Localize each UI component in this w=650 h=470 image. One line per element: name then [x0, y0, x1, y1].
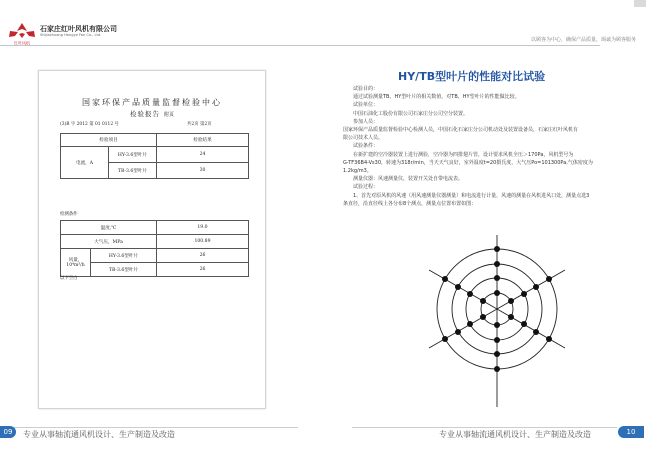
- measure-point: [467, 321, 473, 327]
- measure-point: [533, 284, 539, 290]
- measure-point: [494, 322, 500, 328]
- text-line: 1、首先对原风机的风速（用风速测量仪器测量）和电流进行计量，风速的测量在风机进风口处，测量点选3: [353, 192, 590, 199]
- report-title-text: 检验报告: [129, 110, 160, 118]
- measure-point: [442, 336, 448, 342]
- experiment-description: [343, 85, 619, 208]
- page-header: [0, 0, 650, 50]
- table-cell: TB-3.6型叶片: [91, 263, 157, 277]
- measure-point: [508, 298, 514, 304]
- company-name-en: Shijiazhuang Hongye Fan Co., Ltd.: [40, 33, 102, 37]
- measure-point: [546, 336, 552, 342]
- measure-point: [546, 276, 552, 282]
- measure-point: [508, 314, 514, 320]
- header-tab-decoration: [634, 0, 646, 7]
- measure-point: [494, 246, 500, 252]
- company-name: 石家庄红叶风机有限公司: [40, 25, 117, 33]
- text-line: 测量仪器：风速测量仪，装置开关处自带电流表。: [353, 176, 464, 183]
- text-line: 参加人员：: [353, 118, 379, 125]
- report-title-suffix: 附页: [163, 112, 174, 118]
- table-cell: 24: [157, 147, 249, 163]
- text-line: 条直径，沿直径线上各分布8个测点，测量点位置布置如图：: [343, 200, 477, 207]
- report-title: [39, 109, 265, 118]
- footer-tagline-right: 专业从事轴流通风机设计、生产制造及改造: [439, 430, 591, 439]
- footer-tagline-left: 专业从事轴流通风机设计、生产制造及改造: [23, 430, 175, 439]
- table-cell: HY-3.6型叶片: [109, 147, 157, 163]
- header-divider: [0, 45, 600, 46]
- conditions-table: [60, 220, 249, 277]
- footer-divider-right: [352, 427, 617, 428]
- table-cell: 30: [157, 163, 249, 179]
- measure-point: [442, 276, 448, 282]
- measure-point: [480, 314, 486, 320]
- page-number-right: 10: [618, 426, 644, 438]
- table-cell: 大气压，MPa: [61, 235, 157, 249]
- table-cell: 19.0: [157, 221, 249, 235]
- text-line: 试验单位：: [353, 102, 379, 109]
- text-line: 试验目的：: [353, 86, 379, 92]
- measurement-points-diagram: [425, 232, 570, 410]
- results-table: [60, 133, 249, 179]
- text-line: 1.2kg/m3。: [343, 168, 372, 175]
- table-cell: HY-3.6型叶片: [91, 249, 157, 263]
- text-line: G-TF36B4-Vs30，转速为318r/min，当天天气良好，室外温度t=20摄氏度，大气压Po=101300Pa,气体密度为: [343, 159, 593, 166]
- text-line: 试验过程：: [353, 184, 379, 191]
- header-slogan: 以顾客为中心，确保产品质量，竭诚为顾客服务: [530, 37, 636, 43]
- report-page-number: 共2页 第2页: [187, 122, 212, 127]
- text-line: 中国石油化工股份有限公司石家庄分公司空分装置。: [353, 110, 469, 117]
- table-cell: 26: [157, 263, 249, 277]
- measure-point: [494, 351, 500, 357]
- company-logo: [6, 22, 38, 46]
- measure-point: [494, 290, 500, 296]
- measure-point: [533, 329, 539, 335]
- table-cell: 26: [157, 249, 249, 263]
- text-line: 通过试验测量TB、HY型叶片的相关数值，对TB、HY型叶片的性能做比较。: [353, 94, 520, 101]
- logo-text: 红叶风机: [14, 40, 30, 46]
- measure-point: [521, 321, 527, 327]
- table-cell: 温度,℃: [61, 221, 157, 235]
- table-cell: 100.89: [157, 235, 249, 249]
- text-line: 限公司技术人员。: [343, 135, 384, 142]
- footer-divider-left: [8, 427, 298, 428]
- conditions-label: 检测条件: [60, 212, 78, 217]
- airflow-group-label: 风量，10⁴m³/h: [61, 249, 91, 277]
- results-header-result: 检验结果: [157, 134, 249, 147]
- measure-point: [494, 261, 500, 267]
- measure-point: [494, 337, 500, 343]
- report-end-note: 以下空白: [60, 276, 78, 281]
- measure-point: [455, 284, 461, 290]
- text-line: 试验条件：: [353, 143, 379, 150]
- results-row-label: 电流，A: [61, 147, 109, 179]
- measure-point: [455, 329, 461, 335]
- section-title: HY/TB型叶片的性能对比试验: [398, 70, 546, 83]
- text-line: 在新扩建的空冷器装置上进行测验，空冷器为四排翅片管，设计要求风机全压＞170Pa，风机型号为: [353, 151, 574, 158]
- report-doc-number: (3)B 字 2012 第 01 0112 号: [60, 122, 119, 127]
- text-line: 国家环保产品质量监督检验中心检测人员，中国石化石家庄分公司机动处及装置设备员，石家庄红叶风机有: [343, 127, 579, 134]
- measure-point: [494, 275, 500, 281]
- test-report-scan: [38, 70, 266, 409]
- measure-point: [521, 291, 527, 297]
- results-header-item: 检验项目: [61, 134, 157, 147]
- measure-point: [480, 298, 486, 304]
- report-organization: 国家环保产品质量监督检验中心: [82, 98, 222, 107]
- measure-point: [467, 291, 473, 297]
- table-cell: TB-3.6型叶片: [109, 163, 157, 179]
- measure-point: [494, 366, 500, 372]
- page-number-left: 09: [0, 426, 16, 438]
